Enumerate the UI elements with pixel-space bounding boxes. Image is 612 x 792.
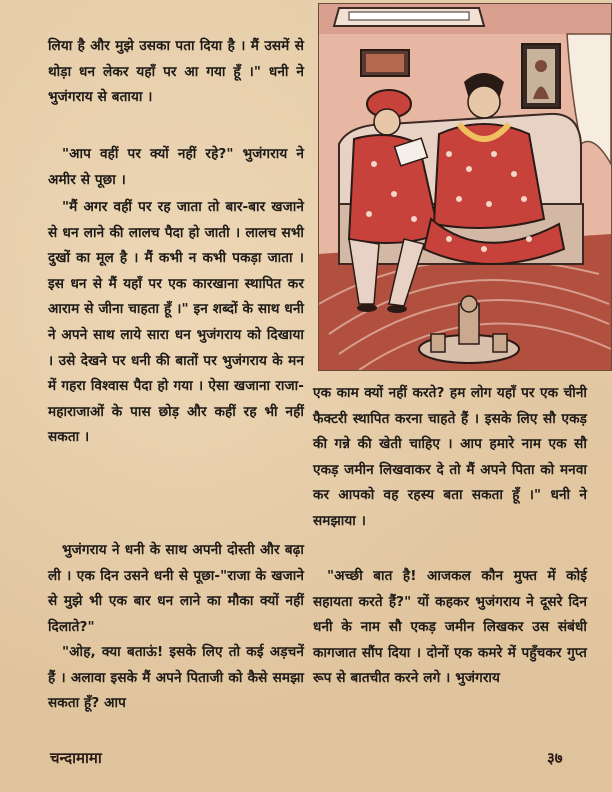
left-paragraph-4-text: भुजंगराय ने धनी के साथ अपनी दोस्ती और बढ़ा ली । एक दिन उसने धनी से पूछा-"राजा के खजाने से मुझे भी एक बार धन लाने का मौका क्यों नहीं दिलाते?" [48,542,304,635]
left-paragraph-3-text: "मैं अगर वहीं पर रह जाता तो बार-बार खजाने से धन लाने की लालच पैदा हो जाती । लालच सभी दुखों का मूल है । मैं कभी न कभी पकड़ा जाता । इस धन से मैं यहाँ पर एक कारखाना स्थापित कर आराम से जीना चाहता हूँ ।" इन शब्दों के साथ धनी ने अपने साथ लाये सारा धन भुजंगराय को दिखाया । उसे देखने पर धनी की बातों पर भुजंगराय के मन में गहरा विश्वास पैदा हो गया । ऐसा खजाना राजा-महाराजाओं के पास छोड़ और कहीं रह भी नहीं सकता । [48,199,304,446]
story-illustration [318,3,612,371]
right-paragraph-2 [313,564,587,692]
left-paragraph-2 [48,142,304,193]
page-number: ३७ [547,749,563,767]
left-paragraph-1: लिया है और मुझे उसका पता दिया है । मैं उसमें से थोड़ा धन लेकर यहाँ पर आ गया हूँ ।" धनी ने भुजंगराय से बताया । [48,38,304,106]
magazine-name: चन्दामामा [50,749,102,767]
left-paragraph-5-text: "ओह, क्या बताऊं! इसके लिए तो कई अड़चनें हैं । अलावा इसके मैं अपने पिताजी को कैसे समझा सकता हूँ? आप [48,644,304,712]
left-paragraph-3 [48,195,304,451]
left-paragraph-2-text: "आप वहीं पर क्यों नहीं रहे?" भुजंगराय ने अमीर से पूछा । [48,146,304,188]
right-paragraph-2-text: "अच्छी बात है! आजकल कौन मुफ्त में कोई सहायता करते हैं?" यों कहकर भुजंगराय ने दूसरे दिन धनी के नाम सौ एकड़ जमीन लिखकर उस संबंधी कागजात सौंप दिया । दोनों एक कमरे में पहुँचकर गुप्त रूप से बातचीत करने लगे । भुजंगराय [313,568,587,687]
left-paragraph-5 [48,640,304,717]
left-paragraph-4 [48,538,304,640]
right-paragraph-1: एक काम क्यों नहीं करते? हम लोग यहाँ पर एक चीनी फैक्टरी स्थापित करना चाहते हैं । इसके लिए सौ एकड़ की गन्ने की खेती चाहिए । आप हमारे नाम एक सौ एकड़ जमीन लिखवाकर दे तो मैं अपने पिता को मनवा कर आपको वह रहस्य बता सकता हूँ ।" धनी ने समझाया । [313,385,587,529]
